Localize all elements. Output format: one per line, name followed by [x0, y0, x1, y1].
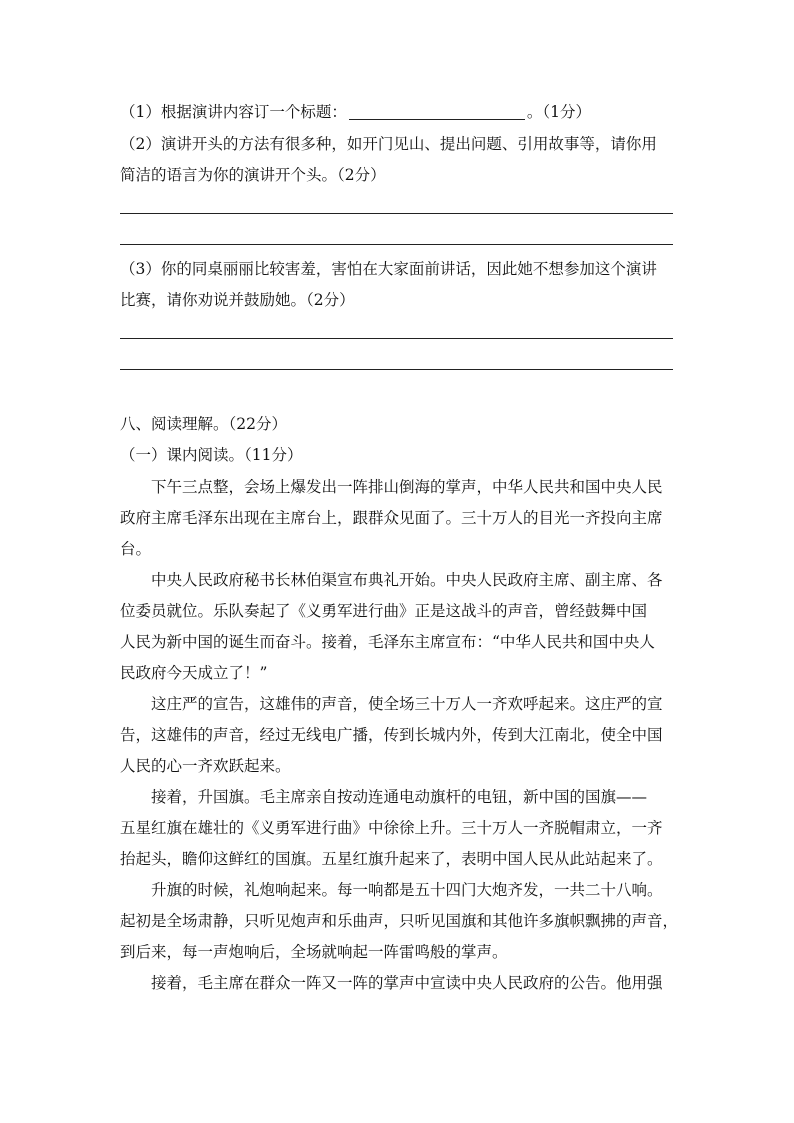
section-heading: 八、阅读理解。（22分）	[120, 415, 287, 433]
passage-line: 政府主席毛泽东出现在主席台上，跟群众见面了。三十万人的目光一齐投向主席	[120, 509, 663, 527]
passage-line: 五星红旗在雄壮的《义勇军进行曲》中徐徐上升。三十万人一齐脱帽肃立，一齐	[120, 819, 663, 837]
question-2-line-1: （2）演讲开头的方法有很多种，如开门见山、提出问题、引用故事等，请你用	[120, 135, 657, 153]
passage-line: 中央人民政府秘书长林伯渠宣布典礼开始。中央人民政府主席、副主席、各	[120, 571, 663, 589]
passage-line: 人民的心一齐欢跃起来。	[120, 757, 291, 775]
passage-line: 到后来，每一声炮响后，全场就响起一阵雷鸣般的掌声。	[120, 943, 508, 961]
question-1	[120, 102, 591, 122]
passage-line: 升旗的时候，礼炮响起来。每一响都是五十四门大炮齐发，一共二十八响。	[120, 881, 663, 899]
passage-line: 台。	[120, 540, 152, 558]
passage-line: 民政府今天成立了！”	[120, 664, 268, 682]
section-subheading: （一）课内阅读。（11分）	[120, 446, 303, 464]
question-1-prompt: （1）根据演讲内容订一个标题：	[120, 103, 347, 121]
passage-line: 这庄严的宣告，这雄伟的声音，使全场三十万人一齐欢呼起来。这庄严的宣	[120, 695, 663, 713]
passage-line: 位委员就位。乐队奏起了《义勇军进行曲》正是这战斗的声音，曾经鼓舞中国	[120, 602, 648, 620]
passage-line: 告，这雄伟的声音，经过无线电广播，传到长城内外，传到大江南北，使全中国	[120, 726, 663, 744]
answer-line-q3-1[interactable]	[120, 338, 673, 339]
passage-line: 人民为新中国的诞生而奋斗。接着，毛泽东主席宣布：“中华人民共和国中央人	[120, 633, 655, 651]
passage-line: 抬起头，瞻仰这鲜红的国旗。五星红旗升起来了，表明中国人民从此站起来了。	[120, 850, 663, 868]
answer-line-q2-1[interactable]	[120, 213, 673, 214]
answer-line-q2-2[interactable]	[120, 244, 673, 245]
passage-line: 接着，升国旗。毛主席亲自按动连通电动旗杆的电钮，新中国的国旗——	[120, 788, 648, 806]
question-2-line-2: 简洁的语言为你的演讲开个头。（2分）	[120, 166, 386, 184]
answer-line-q3-2[interactable]	[120, 369, 673, 370]
passage-line: 下午三点整，会场上爆发出一阵排山倒海的掌声，中华人民共和国中央人民	[120, 478, 663, 496]
question-3-line-1: （3）你的同桌丽丽比较害羞，害怕在大家面前讲话，因此她不想参加这个演讲	[120, 260, 657, 278]
passage-line: 接着，毛主席在群众一阵又一阵的掌声中宣读中央人民政府的公告。他用强	[120, 974, 663, 992]
question-1-score: 。（1分）	[526, 103, 591, 121]
question-3-line-2: 比赛，请你劝说并鼓励她。（2分）	[120, 291, 355, 309]
title-answer-blank[interactable]	[349, 103, 525, 120]
passage-line: 起初是全场肃静，只听见炮声和乐曲声，只听见国旗和其他许多旗帜飘拂的声音，	[120, 912, 679, 930]
